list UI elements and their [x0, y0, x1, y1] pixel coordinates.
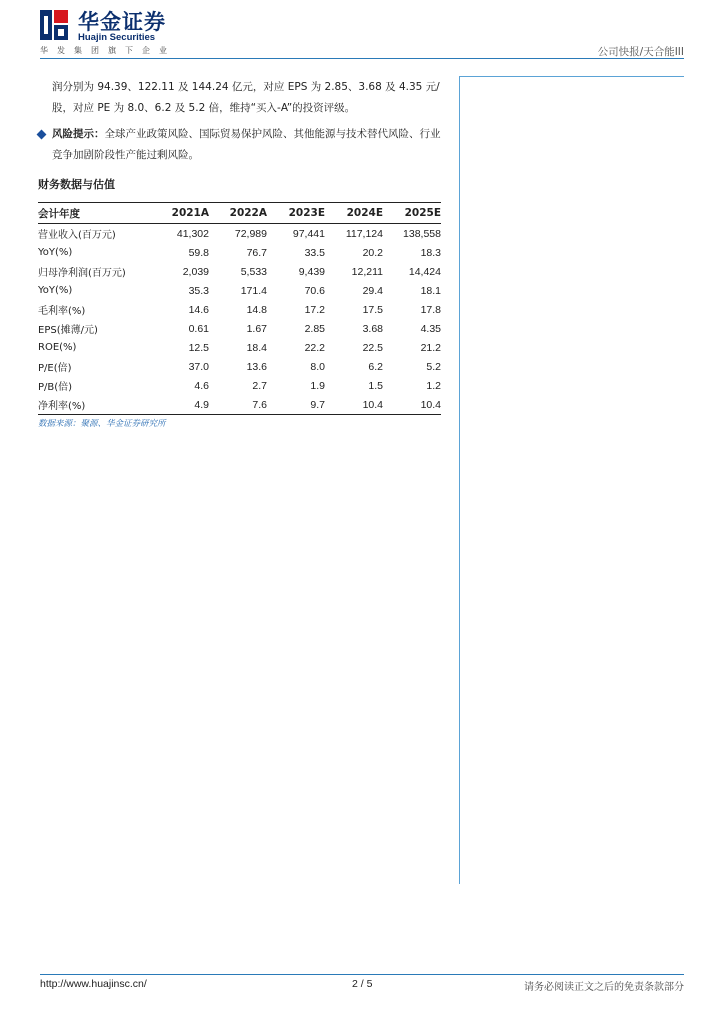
row-label: YoY(%) [38, 247, 73, 258]
table-header: 2024E [346, 207, 383, 219]
table-cell: 14,424 [408, 265, 441, 278]
table-cell: 20.2 [362, 246, 383, 259]
financial-table [38, 202, 441, 415]
table-cell: 29.4 [362, 284, 383, 297]
table-cell: 12,211 [351, 265, 383, 278]
sidebar-divider [459, 76, 460, 884]
huajin-logo-icon [40, 10, 68, 40]
table-cell: 41,302 [176, 227, 209, 240]
page-number: 2 / 5 [352, 978, 373, 990]
table-row [38, 300, 441, 319]
header-divider [40, 58, 684, 59]
table-cell: 1.9 [310, 379, 325, 392]
risk-text: 全球产业政策风险、国际贸易保护风险、其他能源与技术替代风险、行业竞争加剧阶段性产能过剩风险。 [52, 128, 441, 161]
table-cell: 5.2 [426, 360, 441, 373]
table-cell: 18.4 [246, 341, 267, 354]
row-label: 毛利率(%) [38, 306, 86, 317]
table-cell: 22.2 [304, 341, 325, 354]
table-header: 2025E [404, 207, 441, 219]
report-type: 公司快报/天合能III [597, 46, 684, 58]
data-source-note: 数据来源：聚源、华金证券研究所 [38, 419, 166, 429]
brand-name-cn: 华金证券 [78, 10, 166, 34]
table-cell: 17.2 [304, 303, 325, 316]
table-header: 2022A [229, 207, 267, 219]
table-row [38, 319, 441, 338]
table-cell: 4.6 [194, 379, 209, 392]
row-label: 净利率(%) [38, 401, 86, 412]
table-cell: 35.3 [188, 284, 209, 297]
table-row [38, 281, 441, 300]
disclaimer-note: 请务必阅读正文之后的免责条款部分 [524, 982, 684, 993]
table-cell: 4.9 [194, 398, 209, 411]
table-cell: 12.5 [188, 341, 209, 354]
table-header: 2021A [171, 207, 209, 219]
summary-paragraph: 润分别为 94.39、122.11 及 144.24 亿元，对应 EPS 为 2.85、3.68 及 4.35 元/股，对应 PE 为 8.0、6.2 及 5.2 倍，维持“买入-A”的投资评级。 [52, 81, 440, 114]
table-cell: 1.5 [368, 379, 383, 392]
table-cell: 7.6 [252, 398, 267, 411]
table-cell: 9,439 [298, 265, 325, 278]
table-cell: 97,441 [292, 227, 325, 240]
table-cell: 76.7 [246, 246, 267, 259]
row-label: EPS(摊薄/元) [38, 325, 98, 336]
table-row [38, 224, 441, 244]
table-cell: 2.85 [304, 322, 325, 335]
table-cell: 72,989 [234, 227, 267, 240]
table-body [38, 224, 441, 415]
section-title: 财务数据与估值 [38, 178, 115, 191]
table-cell: 70.6 [304, 284, 325, 297]
table-cell: 117,124 [345, 227, 383, 240]
table-cell: 17.8 [420, 303, 441, 316]
brand-name-en: Huajin Securities [78, 32, 156, 43]
row-label: ROE(%) [38, 342, 77, 353]
table-cell: 18.1 [420, 284, 441, 297]
table-cell: 1.2 [426, 379, 441, 392]
row-label: 营业收入(百万元) [38, 230, 116, 241]
table-row [38, 338, 441, 357]
table-cell: 33.5 [304, 246, 325, 259]
table-cell: 18.3 [420, 246, 441, 259]
footer-divider [40, 974, 684, 975]
table-cell: 5,533 [240, 265, 267, 278]
table-cell: 59.8 [188, 246, 209, 259]
table-cell: 138,558 [403, 227, 441, 240]
table-cell: 14.6 [188, 303, 209, 316]
table-row [38, 395, 441, 415]
table-row [38, 262, 441, 281]
table-row [38, 243, 441, 262]
table-cell: 37.0 [188, 360, 209, 373]
table-header: 2023E [288, 207, 325, 219]
sidebar-top-rule [459, 76, 684, 77]
table-header-row [38, 203, 441, 224]
brand-tagline: 华发集团旗下企业 [40, 46, 176, 55]
table-row [38, 357, 441, 376]
table-cell: 9.7 [310, 398, 325, 411]
table-cell: 17.5 [362, 303, 383, 316]
footer-url-link[interactable]: http://www.huajinsc.cn/ [40, 978, 147, 990]
row-label: YoY(%) [38, 285, 73, 296]
table-cell: 13.6 [246, 360, 267, 373]
table-cell: 0.61 [188, 322, 209, 335]
row-label: P/B(倍) [38, 382, 73, 393]
table-cell: 3.68 [362, 322, 383, 335]
row-label: 归母净利润(百万元) [38, 268, 126, 279]
table-cell: 14.8 [246, 303, 267, 316]
table-header: 会计年度 [38, 207, 80, 220]
bullet-diamond-icon [37, 130, 47, 140]
table-cell: 1.67 [246, 322, 267, 335]
risk-label: 风险提示： [52, 128, 105, 140]
table-cell: 10.4 [420, 398, 441, 411]
table-cell: 6.2 [368, 360, 383, 373]
row-label: P/E(倍) [38, 363, 72, 374]
table-cell: 2.7 [252, 379, 267, 392]
table-cell: 22.5 [362, 341, 383, 354]
table-row [38, 376, 441, 395]
table-cell: 4.35 [420, 322, 441, 335]
table-cell: 8.0 [310, 360, 325, 373]
table-cell: 21.2 [420, 341, 441, 354]
table-cell: 10.4 [362, 398, 383, 411]
risk-paragraph [52, 124, 447, 166]
table-cell: 2,039 [182, 265, 209, 278]
table-cell: 171.4 [240, 284, 267, 297]
